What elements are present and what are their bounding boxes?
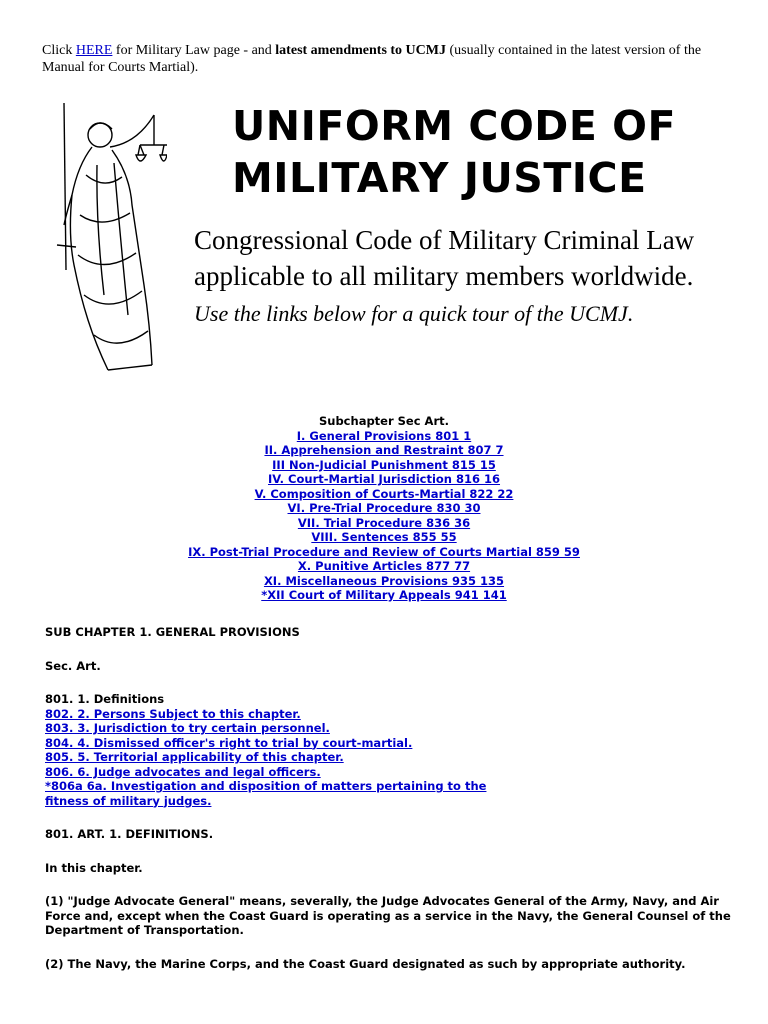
- toc-link-10[interactable]: X. Punitive Articles 877 77: [297, 559, 471, 573]
- subtitle: [194, 222, 734, 332]
- sec-art-label: Sec. Art.: [45, 658, 101, 673]
- section-link-803[interactable]: 803. 3. Jurisdiction to try certain personnel.: [45, 721, 330, 735]
- in-chapter-text: In this chapter.: [45, 860, 143, 875]
- section-link-802[interactable]: 802. 2. Persons Subject to this chapter.: [45, 706, 301, 721]
- article-heading: 801. ART. 1. DEFINITIONS.: [45, 827, 214, 841]
- section-link-806[interactable]: 806. 6. Judge advocates and legal officers.: [45, 764, 321, 779]
- page-title: [232, 100, 732, 204]
- toc-link-6[interactable]: VI. Pre-Trial Procedure 830 30: [287, 501, 481, 515]
- toc-link-8[interactable]: VIII. Sentences 855 55: [311, 530, 457, 544]
- toc-link-3[interactable]: III Non-Judicial Punishment 815 15: [272, 457, 496, 472]
- table-of-contents: [0, 414, 768, 603]
- title-line-1: UNIFORM CODE OF: [232, 102, 676, 150]
- intro-mid: for Military Law page - and: [115, 43, 272, 58]
- toc-link-11[interactable]: XI. Miscellaneous Provisions 935 135: [263, 573, 505, 588]
- toc-header: Subchapter Sec Art.: [318, 414, 449, 428]
- intro-tail: (usually contained in the latest version of the Manual for Courts Martial).: [42, 43, 702, 75]
- toc-link-2[interactable]: II. Apprehension and Restraint 807 7: [264, 443, 504, 457]
- section-link-804[interactable]: 804. 4. Dismissed officer's right to trial by court-martial.: [45, 735, 413, 750]
- toc-link-12[interactable]: *XII Court of Military Appeals 941 141: [261, 588, 507, 602]
- section-link-806a[interactable]: *806a 6a. Investigation and disposition of matters pertaining to the fitness of military judges.: [45, 779, 487, 808]
- subtitle-main: Congressional Code of Military Criminal Law applicable to all military members worldwide.: [194, 225, 695, 291]
- toc-link-4[interactable]: IV. Court-Martial Jurisdiction 816 16: [267, 472, 501, 486]
- lady-justice-illustration: [52, 95, 167, 375]
- definitions-item: 801. 1. Definitions: [45, 692, 165, 706]
- toc-link-9[interactable]: IX. Post-Trial Procedure and Review of Courts Martial 859 59: [188, 544, 580, 559]
- title-line-2: MILITARY JUSTICE: [232, 154, 647, 202]
- toc-link-5[interactable]: V. Composition of Courts-Martial 822 22: [254, 486, 514, 501]
- subtitle-italic: Use the links below for a quick tour of the UCMJ.: [194, 301, 634, 326]
- section-link-805[interactable]: 805. 5. Territorial applicability of this chapter.: [45, 750, 344, 764]
- intro-click: Click: [42, 43, 73, 58]
- intro-text: [42, 42, 722, 76]
- intro-bold: latest amendments to UCMJ: [275, 43, 446, 58]
- toc-link-7[interactable]: VII. Trial Procedure 836 36: [297, 515, 471, 530]
- definition-paragraph-2: (2) The Navy, the Marine Corps, and the Coast Guard designated as such by appropriate authority.: [45, 956, 686, 971]
- sub-chapter-heading: SUB CHAPTER 1. GENERAL PROVISIONS: [45, 625, 300, 639]
- here-link[interactable]: HERE: [75, 43, 113, 58]
- definition-paragraph-1: (1) "Judge Advocate General" means, severally, the Judge Advocates General of the Army, Navy, and Air Force and, except when the Coast Guard is operating as a service in the Navy, the General Counsel of the Department of Transportation.: [45, 894, 731, 937]
- toc-link-1[interactable]: I. General Provisions 801 1: [296, 428, 472, 443]
- chapter-body: [45, 625, 735, 971]
